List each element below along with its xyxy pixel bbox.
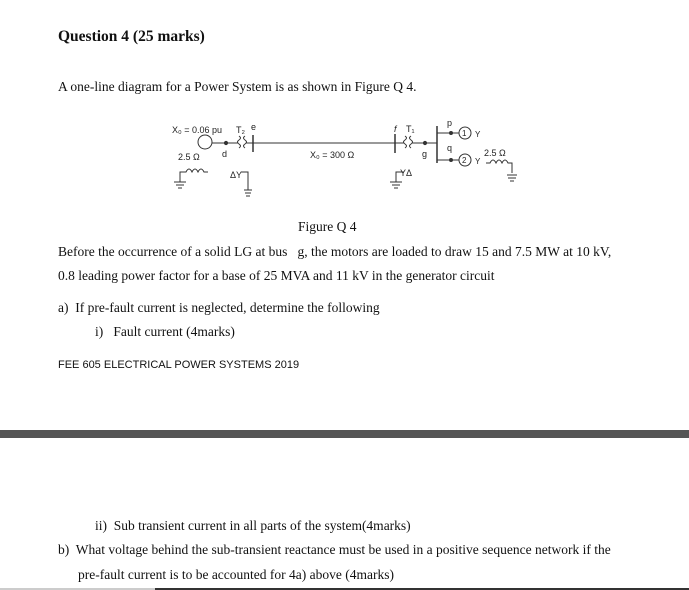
page-footer: FEE 605 ELECTRICAL POWER SYSTEMS 2019 [58,359,300,371]
intro-text: A one-line diagram for a Power System is as shown in Figure Q 4. [58,79,417,94]
svg-text:q: q [447,143,453,153]
figure-caption: Figure Q 4 [298,219,357,234]
svg-text:ΔY: ΔY [230,170,243,180]
grounding-reactor-gen-icon [180,169,208,182]
svg-text:2: 2 [462,156,467,165]
generator-icon [198,135,212,149]
transformer-t2-icon [238,136,247,148]
svg-text:T₁: T₁ [406,124,415,134]
question-title: Question 4 (25 marks) [58,28,205,45]
question-a-ii: ii) Sub transient current in all parts of the system(4marks) [95,518,411,533]
question-a: a) If pre-fault current is neglected, determine the following [58,300,380,315]
paragraph-line-1: Before the occurrence of a solid LG at bus g, the motors are loaded to draw 15 and 7.5 MW at 10 kV, [58,244,612,259]
svg-text:g: g [422,149,428,159]
svg-text:e: e [251,122,257,132]
ground-t2-icon [241,172,252,196]
svg-text:YΔ: YΔ [400,168,413,178]
transformer-t1-icon [404,136,413,148]
svg-text:1: 1 [462,129,467,138]
svg-text:p: p [447,118,453,128]
svg-text:2.5 Ω: 2.5 Ω [484,148,506,158]
paragraph-line-2: 0.8 leading power factor for a base of 25 MVA and 11 kV in the generator circuit [58,268,495,283]
svg-text:f: f [394,124,397,134]
svg-text:Y: Y [475,157,481,166]
grounding-reactor-motor-icon [486,160,517,181]
svg-text:X₀ = 300 Ω: X₀ = 300 Ω [310,150,355,160]
one-line-diagram [150,110,530,205]
question-a-i: i) Fault current (4marks) [95,324,235,339]
question-b-line-2: pre-fault current is to be accounted for 4a) above (4marks) [78,567,394,582]
svg-text:d: d [222,149,228,159]
svg-text:Y: Y [475,130,481,139]
question-b-line-1: b) What voltage behind the sub-transient reactance must be used in a positive sequence network if the [58,542,611,557]
svg-text:T₂: T₂ [236,125,245,135]
svg-text:2.5 Ω: 2.5 Ω [178,152,200,162]
page-break-divider [0,430,689,438]
svg-text:X₀ = 0.06 pu: X₀ = 0.06 pu [172,125,223,135]
